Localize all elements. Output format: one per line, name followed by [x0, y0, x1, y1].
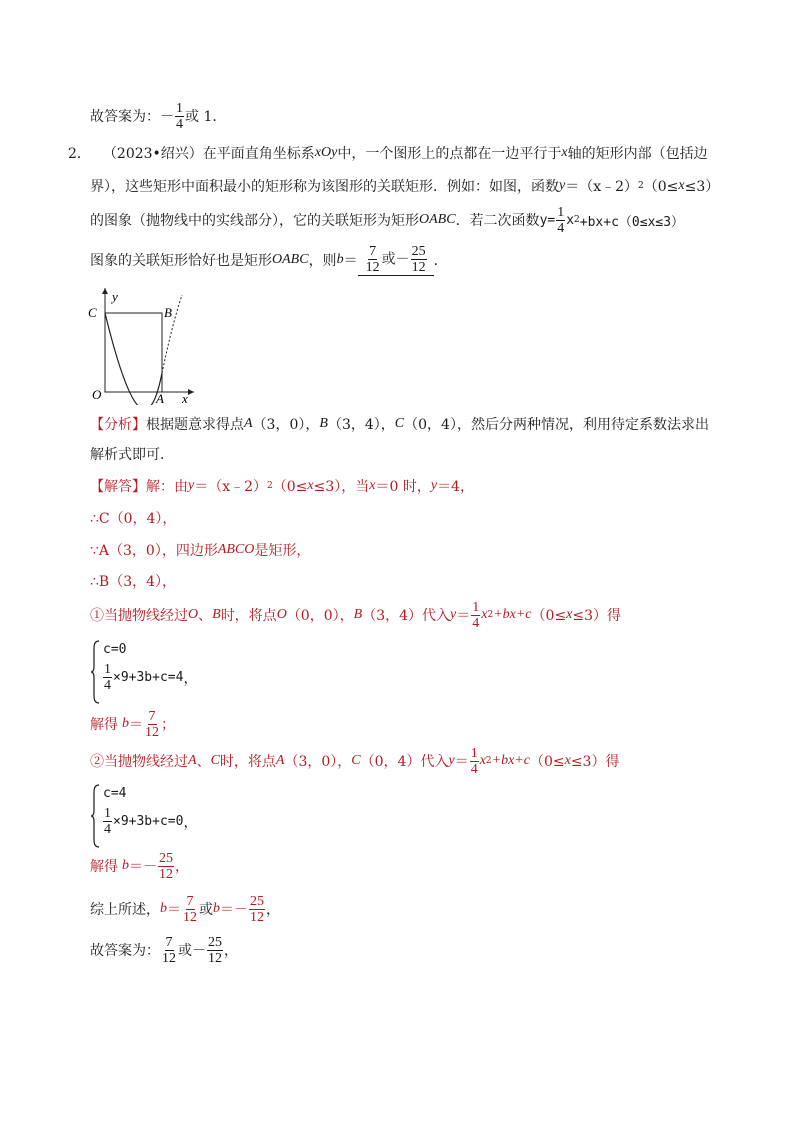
y-axis-label: y — [112, 289, 118, 304]
solve-1-line: 解得 b ＝ $\frac{7}{12}$ ； — [90, 708, 175, 740]
analysis-line-2: 解析式即可． — [90, 447, 174, 463]
answer-suffix: 或 1． — [185, 109, 227, 125]
previous-answer — [90, 100, 226, 132]
problem-line-2: 界），这些矩形中面积最小的矩形称为该图形的关联矩形．例如：如图，函数 y ＝（x﹣2） 2 （0≤ x ≤3） — [90, 178, 720, 195]
solution-line-1: 【解答】 解：由 y ＝（x﹣2） 2 （0≤ x ≤3），当 x ＝0 时， y ＝4， — [90, 478, 474, 495]
analysis-line-1: 【分析】 根据题意求得点 A （3，0）， B （3，4）， C （0，4），然后分两种情况，利用待定系数法求出 — [90, 416, 709, 433]
label-o: O — [92, 387, 102, 402]
fraction: $\frac{1}{4}$ — [176, 100, 183, 132]
answer-blank: $\frac{7}{12}$ 或－ $\frac{25}{12}$ — [358, 244, 434, 276]
solution-line-2: ∴C（0，4）， — [90, 511, 177, 527]
final-answer-line: 故答案为： $\frac{7}{12}$ 或－ $\frac{25}{12}$ ， — [90, 934, 238, 966]
x-axis-label: x — [182, 391, 188, 405]
answer-prefix: 故答案为：－ — [90, 109, 174, 125]
solution-line-3: ∵A（3，0），四边形 ABCO 是矩形， — [90, 542, 311, 559]
label-a: A — [156, 391, 164, 405]
summary-line: 综上所述， b ＝ $\frac{7}{12}$ 或 b ＝－ $\frac{25}{12}$ ， — [90, 893, 280, 925]
brace-icon — [90, 640, 100, 704]
analysis-tag: 【分析】 — [90, 417, 146, 433]
solution-line-4: ∴B（3，4）， — [90, 574, 177, 590]
case-2-line: ②当抛物线经过 A 、 C 时，将点 A （3，0）， C （0，4）代入 y ＝ $\frac{1}{4}$ x 2 +bx+c （0≤ x ≤3）得 — [90, 745, 620, 777]
equation-system-2: c=4 $\frac{1}{4}$ ×9+3b+c=0 ， — [90, 784, 350, 848]
equation-system-1: c=0 $\frac{1}{4}$ ×9+3b+c=4 ， — [90, 640, 350, 704]
label-c: C — [88, 305, 97, 320]
fraction: $\frac{1}{4}$ — [557, 204, 565, 236]
solution-tag: 【解答】 — [90, 479, 146, 495]
problem-line-4: 图象的关联矩形恰好也是矩形 OABC ，则 b ＝ $\frac{7}{12}$ 或－ $\frac{25}{12}$ ． — [90, 244, 448, 275]
solve-2-line: 解得 b ＝－ $\frac{25}{12}$ ， — [90, 850, 189, 882]
parabola-figure — [86, 285, 206, 405]
problem-line-1: 2． （2023•绍兴）在平面直角坐标系 xOy 中，一个图形上的点都在一边平行于 x 轴的矩形内部（包括边 — [68, 145, 708, 162]
problem-number: 2． — [68, 146, 91, 162]
problem-line-3: 的图象（抛物线中的实线部分），它的关联矩形为矩形 OABC ．若二次函数 y= $\frac{1}{4}$ x 2 +bx+c（0≤x≤3） — [90, 204, 685, 236]
label-b: B — [164, 305, 172, 320]
case-1-line: ①当抛物线经过 O 、 B 时，将点 O （0，0）， B （3，4）代入 y ＝ $\frac{1}{4}$ x 2 +bx+c （0≤ x ≤3）得 — [90, 599, 622, 631]
brace-icon — [90, 784, 100, 848]
